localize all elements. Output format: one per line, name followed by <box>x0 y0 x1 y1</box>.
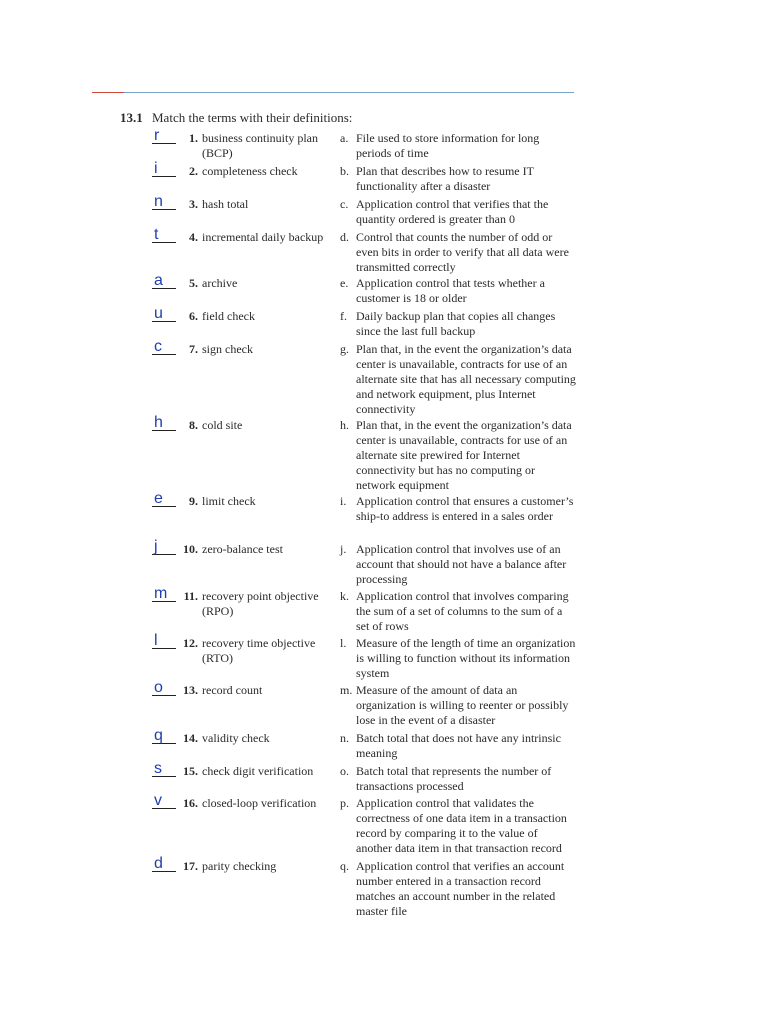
term-number: 13. <box>183 683 198 697</box>
answer-blank[interactable] <box>152 195 176 210</box>
term-number: 8. <box>189 418 198 432</box>
definition-text: Application control that verifies that the quantity ordered is greater than 0 <box>356 197 549 226</box>
definition-text: Measure of the length of time an organization is willing to function without its information system <box>356 636 576 680</box>
handwritten-answer: j <box>154 538 158 555</box>
term-text: sign check <box>202 342 253 356</box>
term-text: parity checking <box>202 859 277 873</box>
definition-letter: f. <box>340 309 347 323</box>
handwritten-answer: e <box>154 490 163 507</box>
definition-letter: n. <box>340 731 349 745</box>
term-text: completeness check <box>202 164 298 178</box>
definition-letter: c. <box>340 197 349 211</box>
definition-text: Control that counts the number of odd or even bits in order to verify that all data were transmitted correctly <box>356 230 569 274</box>
definition-letter: o. <box>340 764 349 778</box>
term-text: validity check <box>202 731 270 745</box>
handwritten-answer: u <box>154 305 163 322</box>
answer-blank[interactable] <box>152 540 176 555</box>
term-text: check digit verification <box>202 764 314 778</box>
term-text: recovery point objective (RPO) <box>202 589 319 618</box>
term-number: 7. <box>189 342 198 356</box>
handwritten-answer: m <box>154 585 168 602</box>
definition-text: Measure of the amount of data an organization is willing to reenter or possibly lose in the event of a disaster <box>356 683 569 727</box>
term-text: field check <box>202 309 255 323</box>
term-number: 12. <box>183 636 198 650</box>
term-number: 17. <box>183 859 198 873</box>
term-number: 9. <box>189 494 198 508</box>
definition-letter: d. <box>340 230 349 244</box>
term-number: 15. <box>183 764 198 778</box>
answer-blank[interactable] <box>152 634 176 649</box>
definition-letter: a. <box>340 131 349 145</box>
handwritten-answer: c <box>154 338 162 355</box>
definition-text: Application control that ensures a customer’s ship-to address is entered in a sales order <box>356 494 574 523</box>
definition-letter: h. <box>340 418 349 432</box>
definition-letter: q. <box>340 859 349 873</box>
handwritten-answer: d <box>154 855 163 872</box>
question-heading <box>120 110 352 126</box>
definition-letter: b. <box>340 164 349 178</box>
term-text: cold site <box>202 418 243 432</box>
question-number: 13.1 <box>120 110 143 125</box>
term-text: closed-loop verification <box>202 796 317 810</box>
term-number: 3. <box>189 197 198 211</box>
header-rule <box>92 92 574 93</box>
definition-text: Application control that involves comparing the sum of a set of columns to the sum of a set of rows <box>356 589 569 633</box>
answer-blank[interactable] <box>152 162 176 177</box>
question-prompt: Match the terms with their definitions: <box>152 110 353 125</box>
answer-blank[interactable] <box>152 129 176 144</box>
answer-blank[interactable] <box>152 416 176 431</box>
answer-blank[interactable] <box>152 729 176 744</box>
term-text: limit check <box>202 494 256 508</box>
definition-letter: j. <box>340 542 347 556</box>
definition-text: Batch total that represents the number of transactions processed <box>356 764 552 793</box>
term-text: hash total <box>202 197 249 211</box>
definition-letter: i. <box>340 494 347 508</box>
definition-letter: l. <box>340 636 347 650</box>
answer-blank[interactable] <box>152 794 176 809</box>
definition-letter: p. <box>340 796 349 810</box>
definition-text: Batch total that does not have any intrinsic meaning <box>356 731 561 760</box>
handwritten-answer: v <box>154 792 162 809</box>
handwritten-answer: l <box>154 632 158 649</box>
answer-blank[interactable] <box>152 762 176 777</box>
term-text: business continuity plan (BCP) <box>202 131 318 160</box>
term-number: 14. <box>183 731 198 745</box>
handwritten-answer: n <box>154 193 163 210</box>
answer-blank[interactable] <box>152 307 176 322</box>
definition-letter: g. <box>340 342 349 356</box>
answer-blank[interactable] <box>152 681 176 696</box>
definition-text: Plan that describes how to resume IT functionality after a disaster <box>356 164 534 193</box>
handwritten-answer: i <box>154 160 158 177</box>
definition-letter: e. <box>340 276 349 290</box>
term-number: 10. <box>183 542 198 556</box>
definition-letter: k. <box>340 589 349 603</box>
term-text: incremental daily backup <box>202 230 324 244</box>
term-number: 4. <box>189 230 198 244</box>
handwritten-answer: q <box>154 727 163 744</box>
term-text: zero-balance test <box>202 542 283 556</box>
handwritten-answer: h <box>154 414 163 431</box>
handwritten-answer: o <box>154 679 163 696</box>
definition-text: Application control that involves use of an account that should not have a balance after processing <box>356 542 567 586</box>
definition-text: Application control that validates the correctness of one data item in a transaction record by comparing it to the value of another data item in that transaction record <box>356 796 567 855</box>
definition-text: File used to store information for long periods of time <box>356 131 540 160</box>
term-number: 2. <box>189 164 198 178</box>
term-text: archive <box>202 276 238 290</box>
answer-blank[interactable] <box>152 274 176 289</box>
definition-text: Application control that verifies an account number entered in a transaction record matches an account number in the related master file <box>356 859 565 918</box>
answer-blank[interactable] <box>152 492 176 507</box>
definition-letter: m. <box>340 683 353 697</box>
term-number: 1. <box>189 131 198 145</box>
term-text: record count <box>202 683 263 697</box>
handwritten-answer: r <box>154 127 160 144</box>
handwritten-answer: s <box>154 760 162 777</box>
handwritten-answer: t <box>154 226 159 243</box>
term-number: 5. <box>189 276 198 290</box>
answer-blank[interactable] <box>152 228 176 243</box>
term-number: 11. <box>183 589 198 603</box>
definition-text: Plan that, in the event the organization’s data center is unavailable, contracts for use of an alternate site that has all necessary computing and network equipment, plus Internet connectivity <box>356 342 576 416</box>
answer-blank[interactable] <box>152 340 176 355</box>
definition-text: Plan that, in the event the organization’s data center is unavailable, contracts for use of an alternate site prewired for Internet connectivity but has no computing or network equipment <box>356 418 572 492</box>
term-number: 6. <box>189 309 198 323</box>
term-text: recovery time objective (RTO) <box>202 636 316 665</box>
answer-blank[interactable] <box>152 587 176 602</box>
definition-text: Daily backup plan that copies all changes since the last full backup <box>356 309 556 338</box>
answer-blank[interactable] <box>152 857 176 872</box>
term-number: 16. <box>183 796 198 810</box>
handwritten-answer: a <box>154 272 163 289</box>
definition-text: Application control that tests whether a customer is 18 or older <box>356 276 545 305</box>
